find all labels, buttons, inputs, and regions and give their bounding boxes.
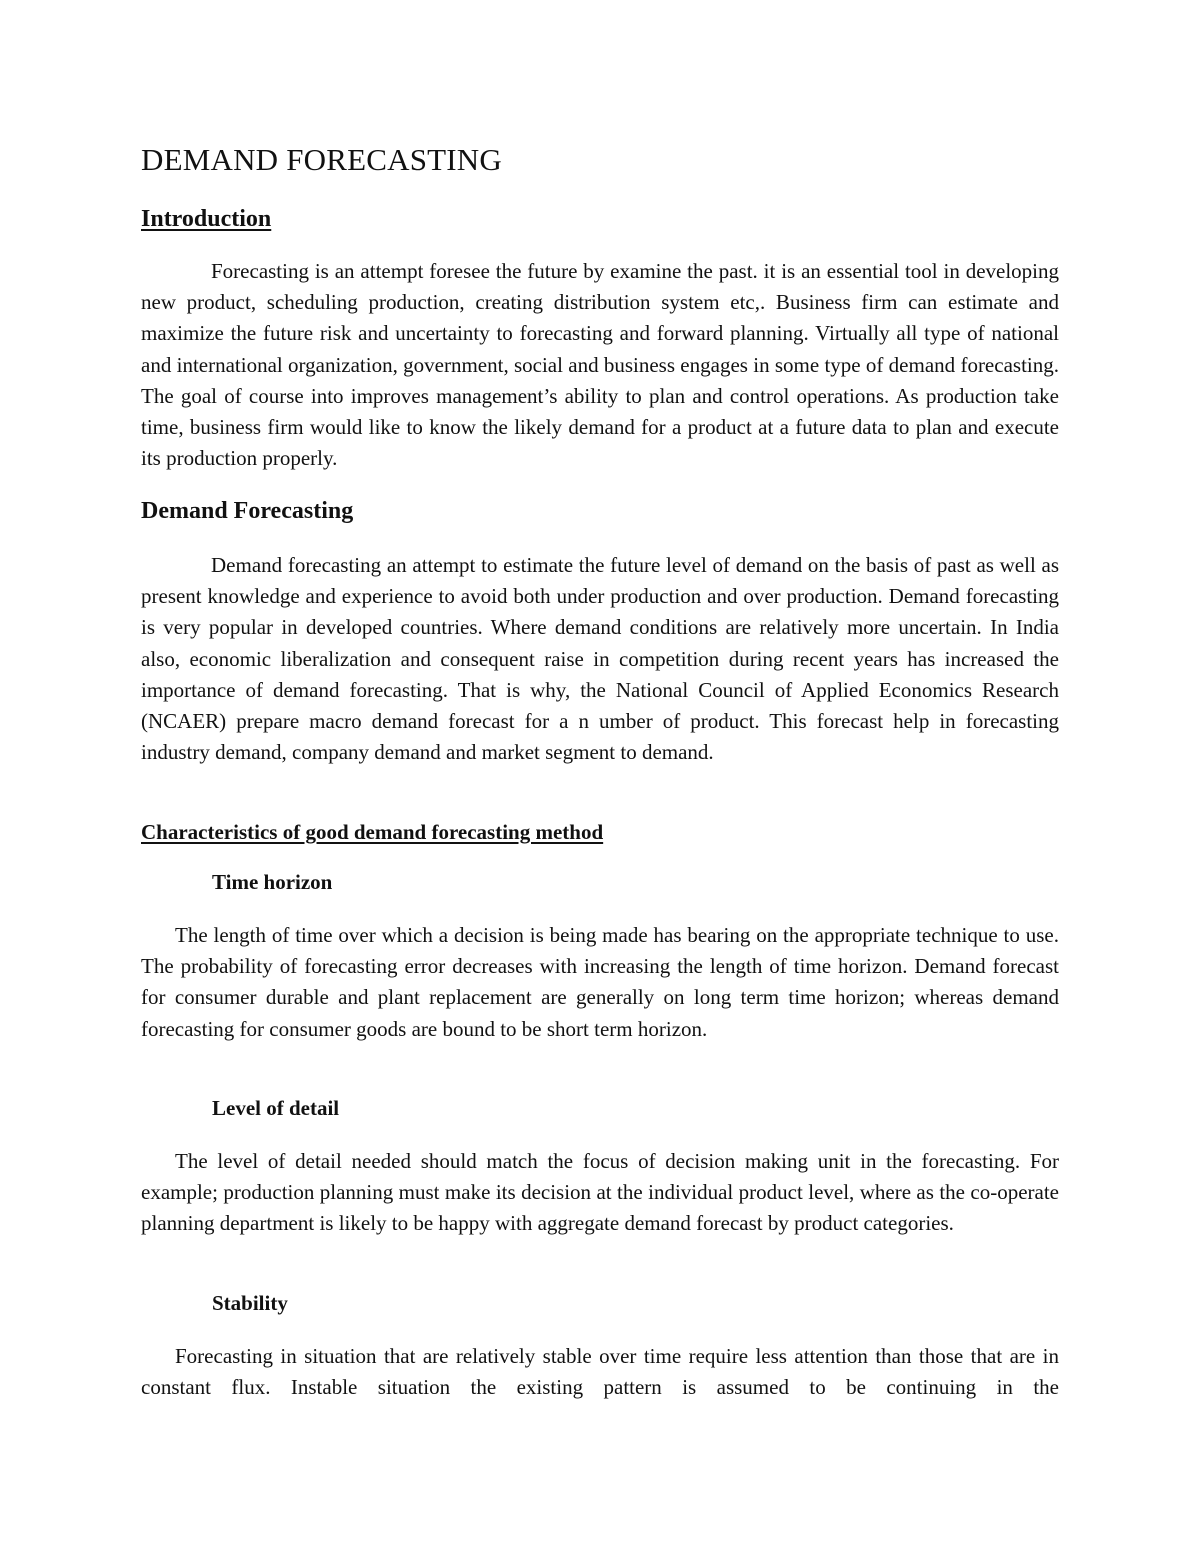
time-horizon-paragraph: The length of time over which a decision is being made has bearing on the appropriate technique to use. The probability of forecasting error decreases with increasing the length of time horizon. Demand forecast for consumer durable and plant replacement are generally on long term time horizon; whereas demand forecasting for consumer goods are bound to be short term horizon.: [141, 923, 1059, 1041]
level-of-detail-paragraph: The level of detail needed should match the focus of decision making unit in the forecasting. For example; production planning must make its decision at the individual product level, where as the co-operate planning department is likely to be happy with aggregate demand forecast by product categories.: [141, 1149, 1059, 1236]
introduction-heading: Introduction: [141, 206, 272, 232]
demand-forecasting-paragraph: Demand forecasting an attempt to estimate the future level of demand on the basis of past as well as present knowledge and experience to avoid both under production and over production. Demand forecasting is very popular in developed countries. Where demand conditions are relatively more uncertain. In India also, economic liberalization and consequent raise in competition during recent years has increased the importance of demand forecasting. That is why, the National Council of Applied Economics Research (NCAER) prepare macro demand forecast for a n umber of product. This forecast help in forecasting industry demand, company demand and market segment to demand.: [141, 553, 1059, 765]
list-item-label: Level of detail: [212, 1096, 340, 1120]
list-item-label: Stability: [212, 1291, 288, 1315]
demand-forecasting-heading: Demand Forecasting: [141, 498, 354, 524]
stability-paragraph: Forecasting in situation that are relatively stable over time require less attention than those that are in constant flux. Instable situation the existing pattern is assumed to be continuing in the: [141, 1344, 1059, 1400]
list-item-label: Time horizon: [212, 870, 333, 894]
characteristics-heading: Characteristics of good demand forecasting method: [141, 820, 604, 844]
introduction-paragraph: Forecasting is an attempt foresee the future by examine the past. it is an essential tool in developing new product, scheduling production, creating distribution system etc,. Business firm can estimate and maximize the future risk and uncertainty to forecasting and forward planning. Virtually all type of national and international organization, government, social and business engages in some type of demand forecasting. The goal of course into improves management’s ability to plan and control operations. As production take time, business firm would like to know the likely demand for a product at a future data to plan and execute its production properly.: [141, 259, 1059, 471]
document-title: DEMAND FORECASTING: [141, 142, 502, 177]
